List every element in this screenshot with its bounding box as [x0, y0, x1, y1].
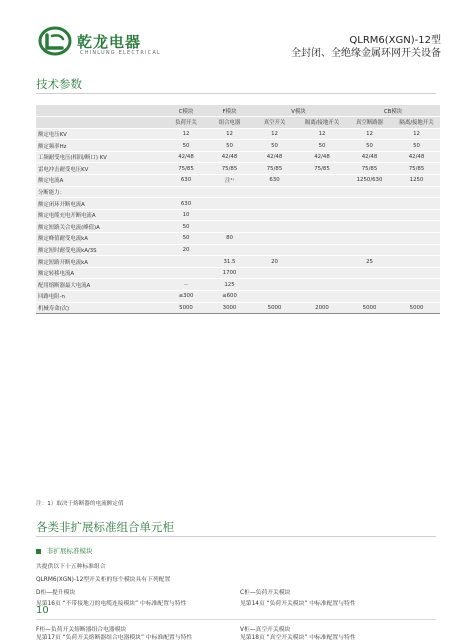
table-cell	[298, 209, 346, 221]
row-label: 额定电缆充电开断电流A	[36, 209, 164, 221]
row-label: 额定短路开断电流kA	[36, 256, 164, 268]
table-cell: 20	[251, 256, 298, 268]
table-cell	[298, 291, 346, 303]
table-cell: 42/48	[393, 151, 440, 163]
table-cell: 75/85	[251, 163, 298, 175]
spec-table-body	[36, 128, 440, 314]
table-cell: 80	[208, 233, 251, 245]
subsection-title	[36, 546, 93, 555]
table-row	[36, 209, 440, 221]
table-cell	[393, 198, 440, 210]
row-label: 雷电冲击耐受电压KV	[36, 163, 164, 175]
table-cell: 75/85	[164, 163, 208, 175]
table-cell: 12	[164, 128, 208, 140]
row-label: 回路电阻-n	[36, 291, 164, 303]
table-row	[36, 291, 440, 303]
table-cell: 12	[251, 128, 298, 140]
table-cell	[393, 221, 440, 233]
table-cell	[346, 186, 393, 198]
table-row	[36, 233, 440, 245]
table-cell	[346, 198, 393, 210]
block-description: 见第17页 “负荷开关熔断器组合电器模块” 中标准配置与特性	[36, 635, 193, 640]
table-cell: 42/48	[346, 151, 393, 163]
block-heading: V柜—真空开关模块	[240, 627, 291, 633]
table-row	[36, 221, 440, 233]
table-cell	[393, 186, 440, 198]
square-bullet-icon	[36, 549, 41, 554]
sub-header: 隔离/接地开关	[298, 117, 346, 129]
row-label: 额定电流A	[36, 175, 164, 187]
table-cell	[298, 198, 346, 210]
table-cell: 12	[393, 128, 440, 140]
table-cell	[298, 267, 346, 279]
table-cell	[346, 233, 393, 245]
table-cell: 25	[346, 256, 393, 268]
block-description: 见第16页 “不带接地刀的电缆连接模块” 中标准配置与特性	[36, 601, 187, 607]
product-model: QLRM6(XGN)-12型	[349, 35, 441, 46]
table-cell: 10	[164, 209, 208, 221]
group-header-v: V模块	[251, 105, 346, 117]
table-cell: 5000	[251, 302, 298, 314]
table-cell: －	[164, 279, 208, 291]
table-cell	[251, 279, 298, 291]
group-header-cb: CB模块	[346, 105, 440, 117]
section-title-standard-units: 各类非扩展标准组合单元柜	[36, 520, 174, 534]
table-cell	[393, 291, 440, 303]
table-cell	[251, 186, 298, 198]
table-row	[36, 302, 440, 314]
row-label: 额定短路关合电流(峰值)A	[36, 221, 164, 233]
table-cell: 75/85	[346, 163, 393, 175]
table-cell: 1250/630	[346, 175, 393, 187]
brand-name: 乾龙电器	[77, 33, 142, 51]
table-cell	[298, 221, 346, 233]
table-row	[36, 128, 440, 140]
table-cell: 630	[164, 175, 208, 187]
table-cell: 50	[298, 140, 346, 152]
table-row	[36, 140, 440, 152]
table-row	[36, 279, 440, 291]
table-cell: 50	[393, 140, 440, 152]
block-heading: C柜—负荷开关模块	[240, 590, 291, 596]
table-cell	[208, 198, 251, 210]
table-cell: 50	[164, 140, 208, 152]
table-cell: 630	[251, 175, 298, 187]
table-row	[36, 244, 440, 256]
table-cell	[251, 267, 298, 279]
table-cell: 42/48	[251, 151, 298, 163]
sub-header: 隔离/接地开关	[393, 117, 440, 129]
table-cell: 42/48	[164, 151, 208, 163]
table-cell	[393, 233, 440, 245]
spec-table-group-header	[36, 105, 440, 117]
sub-header: 真空断路器	[346, 117, 393, 129]
group-header-f: F模块	[208, 105, 251, 117]
table-cell: ≤300	[164, 291, 208, 303]
sub-header: 负荷开关	[164, 117, 208, 129]
table-cell: ≤600	[208, 291, 251, 303]
table-cell: 注¹⁾	[208, 175, 251, 187]
table-cell	[393, 209, 440, 221]
table-cell	[251, 221, 298, 233]
table-row	[36, 267, 440, 279]
section-divider	[36, 93, 436, 94]
table-row	[36, 151, 440, 163]
table-cell	[251, 291, 298, 303]
table-row	[36, 186, 440, 198]
block-heading: F柜—负荷开关熔断器组合电器模块	[36, 627, 127, 633]
row-label: 额定电压KV	[36, 128, 164, 140]
table-cell	[298, 186, 346, 198]
table-cell	[298, 256, 346, 268]
table-row	[36, 256, 440, 268]
table-cell	[346, 221, 393, 233]
section-title-tech-params: 技术参数	[36, 77, 82, 91]
block-heading: D柜—提升模块	[36, 590, 76, 596]
page-number: 10	[36, 605, 49, 616]
footer-divider	[36, 619, 436, 620]
table-cell	[208, 209, 251, 221]
table-cell: 1700	[208, 267, 251, 279]
table-cell	[346, 244, 393, 256]
row-label: 额定峰值耐受电流kA	[36, 233, 164, 245]
table-cell: 75/85	[298, 163, 346, 175]
table-cell: 50	[346, 140, 393, 152]
spec-table-sub-header	[36, 117, 440, 129]
table-cell	[298, 233, 346, 245]
table-cell: 42/48	[208, 151, 251, 163]
row-label: 配用熔断器最大电流A	[36, 279, 164, 291]
spec-table	[36, 105, 440, 314]
row-label: 额定转移电流A	[36, 267, 164, 279]
table-cell	[251, 209, 298, 221]
table-cell	[251, 233, 298, 245]
table-cell	[208, 221, 251, 233]
row-label: 额定短时耐受电流kA/3S	[36, 244, 164, 256]
row-label: 额定频率Hz	[36, 140, 164, 152]
table-row	[36, 175, 440, 187]
company-logo-icon	[38, 26, 72, 56]
row-label: 工频耐受电压(相间/断口) KV	[36, 151, 164, 163]
table-corner-cell	[36, 117, 164, 129]
table-cell	[164, 256, 208, 268]
table-cell	[164, 186, 208, 198]
sub-header: 组合电器	[208, 117, 251, 129]
table-cell: 3000	[208, 302, 251, 314]
table-cell	[208, 244, 251, 256]
intro-text: QLRM6(XGN)-12型开关柜的每个模块具有下列配置	[36, 577, 171, 583]
row-label: 机械寿命(次)	[36, 302, 164, 314]
table-cell	[298, 279, 346, 291]
table-footnote: 注：1）取决于熔断器的电流额定值	[36, 501, 124, 507]
product-name: 全封闭、全绝缘金属环网开关设备	[291, 48, 441, 59]
table-row	[36, 198, 440, 210]
block-description: 见第18页 “真空开关模块” 中标准配置与特性	[240, 635, 356, 640]
table-cell: 50	[251, 140, 298, 152]
table-cell	[208, 186, 251, 198]
subsection-title-text: 非扩展标准模块	[47, 547, 93, 555]
table-cell	[346, 209, 393, 221]
table-cell: 5000	[164, 302, 208, 314]
table-corner-cell	[36, 105, 164, 117]
table-cell	[164, 267, 208, 279]
table-cell: 50	[164, 233, 208, 245]
table-cell: 31.5	[208, 256, 251, 268]
table-cell: 630	[164, 198, 208, 210]
table-cell: 5000	[393, 302, 440, 314]
row-label: 分断能力：	[36, 186, 164, 198]
table-cell	[298, 244, 346, 256]
row-label: 额定闭环开断电流A	[36, 198, 164, 210]
table-cell: 42/48	[298, 151, 346, 163]
intro-text: 共提供以下十五种标准组合	[36, 564, 106, 570]
table-cell: 12	[208, 128, 251, 140]
table-cell: 75/85	[208, 163, 251, 175]
table-cell	[346, 279, 393, 291]
group-header-c: C模块	[164, 105, 208, 117]
block-description: 见第14页 “负荷开关模块” 中标准配置与特性	[240, 601, 356, 607]
brand-name-english: CHINLUNG ELECTRICAL	[80, 50, 161, 56]
table-cell: 20	[164, 244, 208, 256]
table-cell	[346, 267, 393, 279]
table-cell: 5000	[346, 302, 393, 314]
table-cell	[298, 175, 346, 187]
table-cell	[251, 244, 298, 256]
table-cell: 2000	[298, 302, 346, 314]
table-cell: 50	[164, 221, 208, 233]
page-header	[0, 0, 471, 66]
sub-header: 真空开关	[251, 117, 298, 129]
table-cell	[346, 291, 393, 303]
table-cell: 12	[298, 128, 346, 140]
section-divider	[36, 536, 436, 537]
table-cell: 125	[208, 279, 251, 291]
table-cell: 75/85	[393, 163, 440, 175]
table-cell	[251, 198, 298, 210]
table-cell	[393, 256, 440, 268]
table-cell: 50	[208, 140, 251, 152]
table-cell: 1250	[393, 175, 440, 187]
table-cell	[393, 267, 440, 279]
table-row	[36, 163, 440, 175]
table-cell	[393, 279, 440, 291]
table-cell	[393, 244, 440, 256]
table-cell: 12	[346, 128, 393, 140]
